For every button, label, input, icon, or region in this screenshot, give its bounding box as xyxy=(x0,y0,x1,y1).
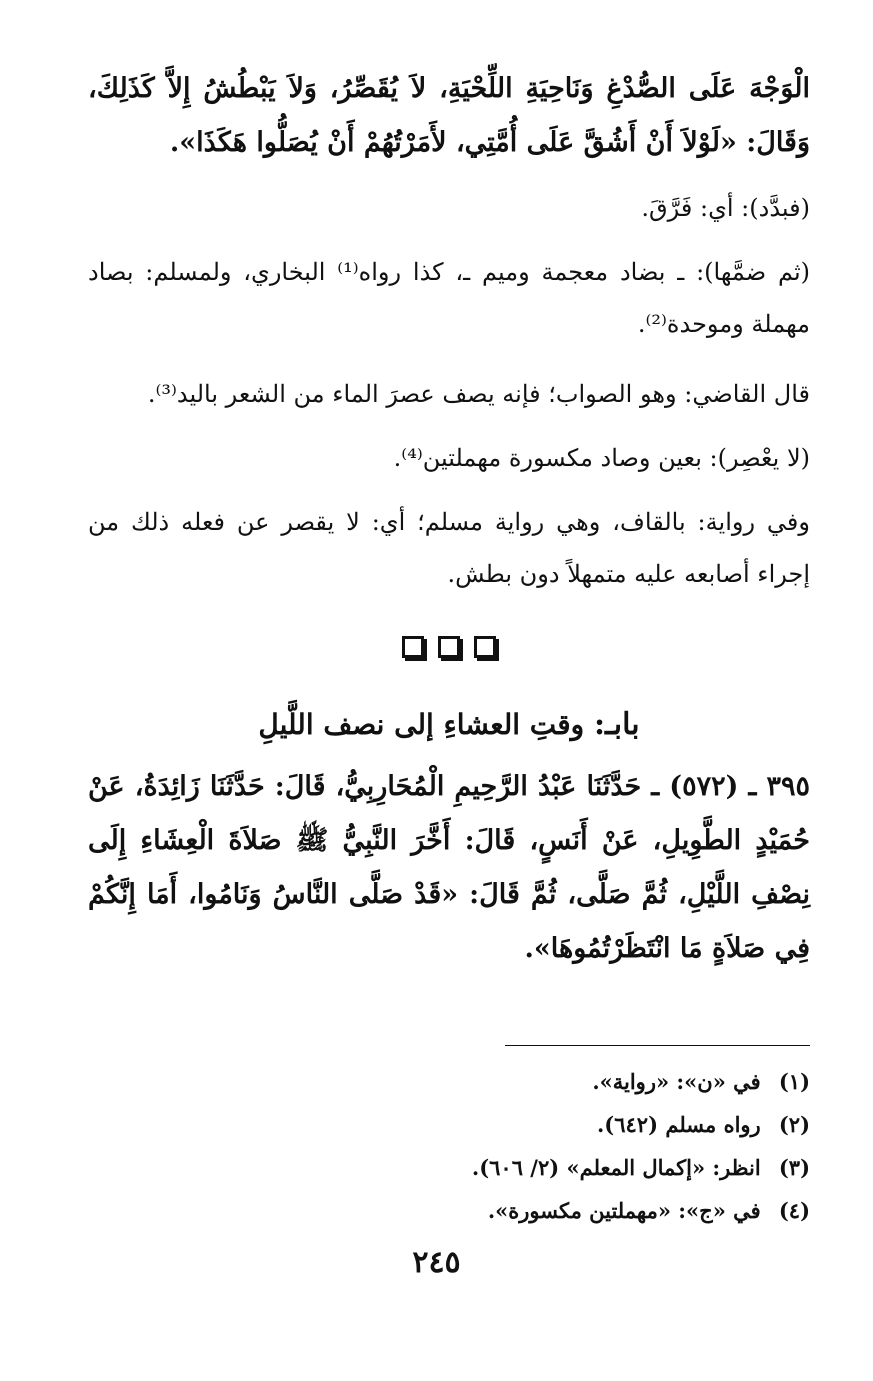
footnote-item xyxy=(90,1189,810,1232)
footnote-text: في «ج»: «مهملتين مكسورة». xyxy=(487,1198,761,1223)
chapter-lead: بابـ: xyxy=(593,707,640,742)
footnote-number: (٢) xyxy=(778,1112,810,1137)
footnote-number: (١) xyxy=(778,1069,810,1094)
chapter-heading xyxy=(88,698,810,752)
footnote-text: انظر: «إكمال المعلم» (٢/ ٦٠٦). xyxy=(471,1155,761,1180)
footnote-number: (٣) xyxy=(778,1155,810,1180)
footnote-item xyxy=(90,1060,810,1103)
commentary-riwaya: وفي رواية: بالقاف، وهي رواية مسلم؛ أي: لا يقصر عن فعله ذلك من إجراء أصابعه عليه متمهلاً دون بطش. xyxy=(88,508,810,588)
section-ornament xyxy=(88,628,810,668)
footnote-item xyxy=(90,1103,810,1146)
square-ornament-icon xyxy=(402,636,424,658)
commentary-thumma-dammaha: (ثم ضمَّها): ـ بضاد معجمة وميم ـ، كذا رواه⁽¹⁾ البخاري، ولمسلم: بصاد مهملة وموحدة⁽²⁾. xyxy=(88,258,810,338)
commentary-fabaddada: (فبدَّد): أي: فَرَّقَ. xyxy=(641,194,810,222)
footnote-divider xyxy=(505,1045,810,1046)
square-ornament-icon xyxy=(438,636,460,658)
footnotes xyxy=(90,1060,810,1232)
commentary-qadi: قال القاضي: وهو الصواب؛ فإنه يصف عصرَ الماء من الشعر باليد⁽³⁾. xyxy=(147,380,810,408)
footnote-number: (٤) xyxy=(778,1198,810,1223)
hadith-continuation: الْوَجْهَ عَلَى الصُّدْغِ وَنَاحِيَةِ اللِّحْيَةِ، لاَ يُقَصِّرُ، وَلاَ يَبْطُشُ إِلاَّ كَذَلِكَ، وَقَالَ: «لَوْلاَ أَنْ أَشُقَّ عَلَى أُمَّتِي، لأَمَرْتُهُمْ أَنْ يُصَلُّوا هَكَذَا». xyxy=(88,73,810,158)
footnote-text: رواه مسلم (٦٤٢). xyxy=(597,1112,761,1137)
hadith-395: ٣٩٥ ـ (٥٧٢) ـ حَدَّثَنَا عَبْدُ الرَّحِيمِ الْمُحَارِبِيُّ، قَالَ: حَدَّثَنَا زَائِدَةُ، عَنْ حُمَيْدٍ الطَّوِيلِ، عَنْ أَنَسٍ، قَالَ: أَخَّرَ النَّبِيُّ ﷺ صَلاَةَ الْعِشَاءِ إِلَى نِصْفِ اللَّيْلِ، ثُمَّ صَلَّى، ثُمَّ قَالَ: «قَدْ صَلَّى النَّاسُ وَنَامُوا، أَمَا إِنَّكُمْ فِي صَلاَةٍ مَا انْتَظَرْتُمُوهَا». xyxy=(88,771,810,964)
footnote-item xyxy=(90,1146,810,1189)
page-content xyxy=(88,62,810,976)
commentary-la-yasir: (لا يعْصِر): بعين وصاد مكسورة مهملتين⁽⁴⁾. xyxy=(393,444,810,472)
page-number: ٢٤٥ xyxy=(412,1245,461,1280)
square-ornament-icon xyxy=(474,636,496,658)
footnote-text: في «ن»: «رواية». xyxy=(592,1069,761,1094)
chapter-title: وقتِ العشاءِ إلى نصف اللَّيلِ xyxy=(258,708,585,741)
